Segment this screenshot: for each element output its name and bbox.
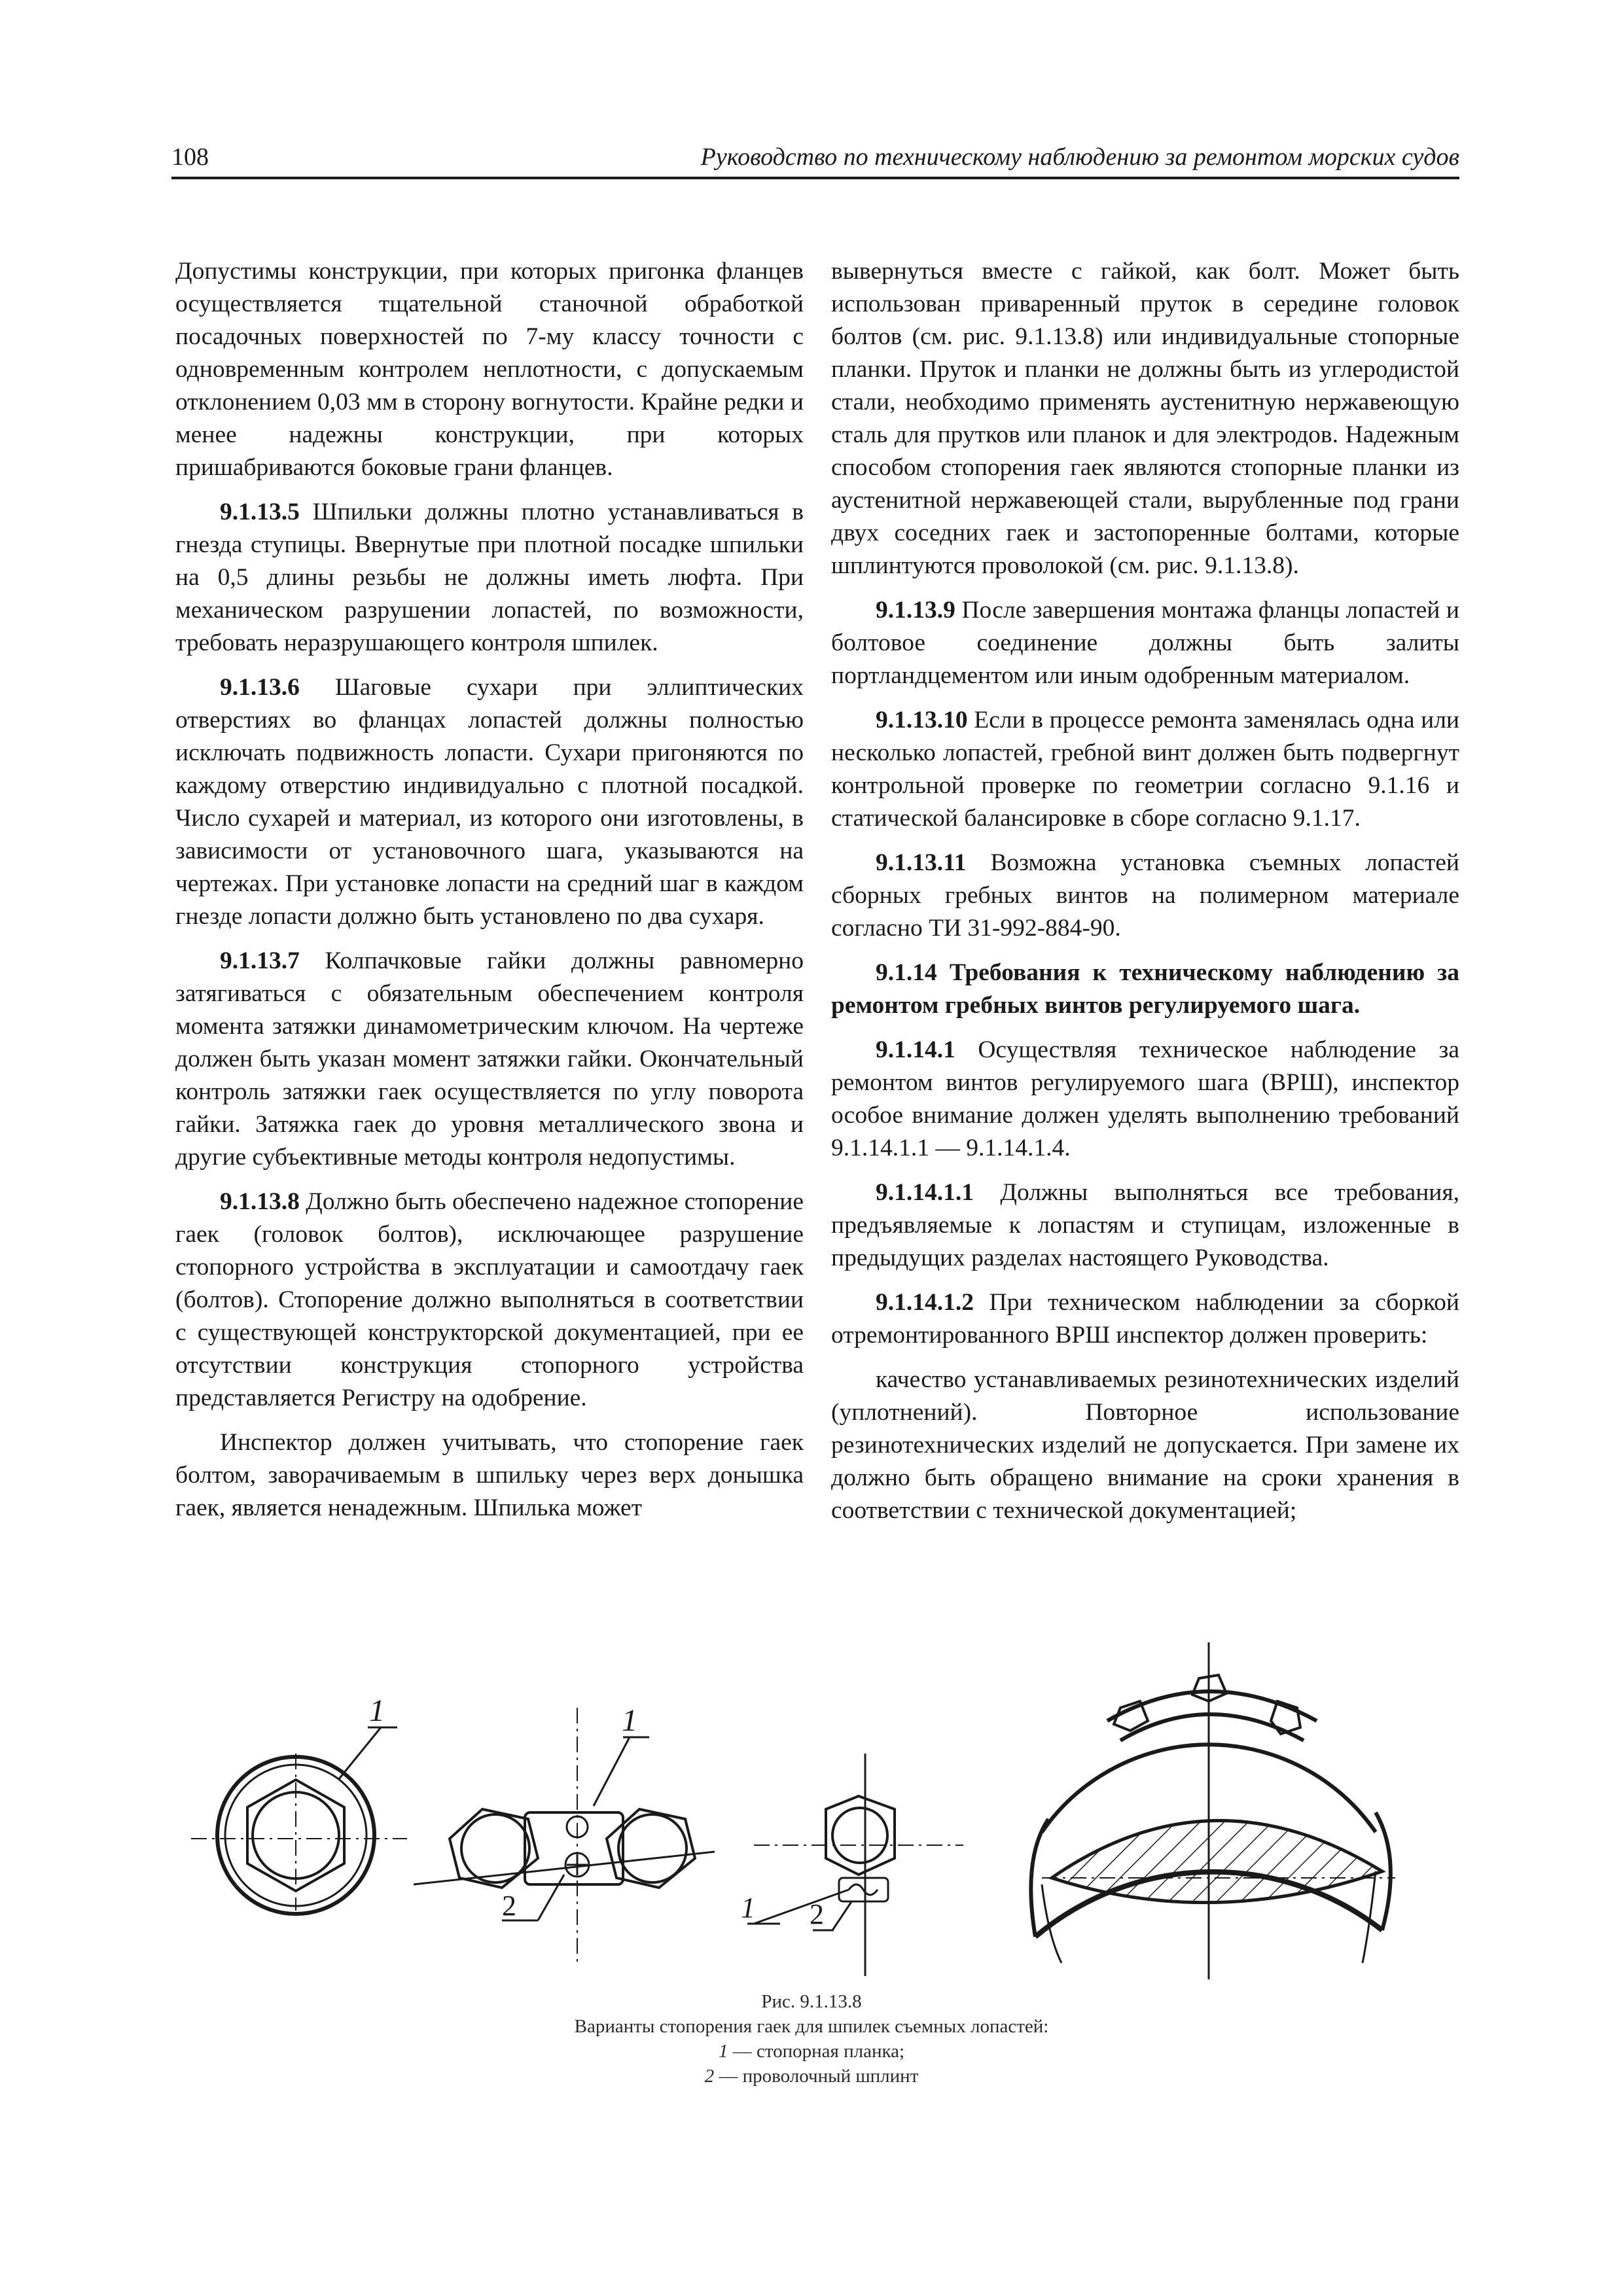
clause-number: 9.1.13.9	[876, 597, 955, 624]
left-column	[175, 255, 804, 1536]
label-1-variant-3: 1	[741, 1892, 755, 1924]
clause-number: 9.1.13.5	[220, 499, 300, 525]
clause-number: 9.1.13.8	[220, 1188, 300, 1215]
paragraph-9-1-14-1-2: 9.1.14.1.2 При техническом наблюдении за сборкой отремонтированного ВРШ инспектор должен проверить:	[831, 1289, 1459, 1349]
paragraph-9-1-13-8: 9.1.13.8 Должно быть обеспечено надежное стопорение гаек (головок болтов), исключающее разрушение стопорного устройства в эксплуатации и самоотдачу гаек (болтов). Стопорение должно выполняться в соответствии с существующей конструкторской документацией, при ее отсутствии конструкция стопорного устройства представляется Регистру на одобрение.	[175, 1188, 804, 1411]
paragraph-9-1-13-10: 9.1.13.10 Если в процессе ремонта заменялась одна или несколько лопастей, гребной винт должен быть подвергнут контрольной проверке по геометрии согласно 9.1.16 и статической балансировке в сборе согласно 9.1.17.	[831, 707, 1459, 832]
paragraph-9-1-13-6: 9.1.13.6 Шаговые сухари при эллиптических отверстиях во фланцах лопастей должны полностью исключать подвижность лопасти. Сухари пригоняются по каждому отверстию индивидуально с плотной посадкой. Число сухарей и материал, из которого они изготовлены, в зависимости от установочного шага, указываются на чертежах. При установке лопасти на средний шаг в каждом гнезде лопасти должно быть установлено по два сухаря.	[175, 674, 804, 930]
paragraph: вывернуться вместе с гайкой, как болт. Может быть использован приваренный пруток в середине головок болтов (см. рис. 9.1.13.8) или индивидуальные стопорные планки. Пруток и планки не должны быть из углеродистой стали, необходимо применять аустенитную нержавеющую сталь для прутков или планок и для электродов. Надежным способом стопорения гаек являются стопорные планки из аустенитной нержавеющей стали, вырубленные под грани двух соседних гаек и застопоренные болтами, которые шплинтуются проволокой (см. рис. 9.1.13.8).	[831, 258, 1459, 579]
caption-title: Рис. 9.1.13.8	[761, 1991, 862, 2012]
page-header	[171, 143, 1459, 182]
clause-number: 9.1.13.7	[220, 947, 300, 974]
running-title: Руководство по техническому наблюдению за ремонтом морских судов	[700, 143, 1459, 171]
variant-3-drawing	[747, 1754, 963, 1976]
paragraph-9-1-13-9: 9.1.13.9 После завершения монтажа фланцы лопастей и болтовое соединение должны быть залиты портландцементом или иным одобренным материалом.	[831, 597, 1459, 689]
paragraph-9-1-13-7: 9.1.13.7 Колпачковые гайки должны равномерно затягиваться с обязательным обеспечением контроля момента затяжки динамометрическим ключом. На чертеже должен быть указан момент затяжки гайки. Окончательный контроль затяжки гаек осуществляется по углу поворота гайки. Затяжка гаек до уровня металлического звона и другие субъективные методы контроля недопустимы.	[175, 947, 804, 1171]
label-1-variant-1: 1	[369, 1693, 385, 1728]
label-2-variant-3: 2	[810, 1898, 824, 1930]
paragraph: Допустимы конструкции, при которых пригонка фланцев осуществляется тщательной станочной обработкой посадочных поверхностей по 7-му классу точности с одновременным контролем неплотности, с допускаемым отклонением 0,03 мм в сторону вогнутости. Крайне редки и менее надежны конструкции, при которых пришабриваются боковые грани фланцев.	[175, 258, 804, 481]
paragraph: качество устанавливаемых резинотехнических изделий (уплотнений). Повторное использование резинотехнических изделий не допускается. При замене их должно быть обращено внимание на сроки хранения в соответствии с технической документацией;	[831, 1366, 1459, 1524]
page-number: 108	[171, 143, 209, 171]
caption-legend-2: 2 — проволочный шплинт	[704, 2066, 919, 2087]
paragraph-9-1-13-5: 9.1.13.5 Шпильки должны плотно устанавливаться в гнезда ступицы. Ввернутые при плотной посадке шпильки на 0,5 длины резьбы не должны иметь люфта. При механическом разрушении лопастей, по возможности, требовать неразрушающего контроля шпилек.	[175, 499, 804, 656]
label-2-variant-2: 2	[502, 1890, 516, 1922]
clause-number: 9.1.13.6	[220, 674, 300, 701]
clause-number: 9.1.14.1.2	[876, 1289, 974, 1316]
variant-4-drawing	[1031, 1642, 1395, 1979]
paragraph-9-1-13-11: 9.1.13.11 Возможна установка съемных лопастей сборных гребных винтов на полимерном материале согласно ТИ 31-992-884-90.	[831, 849, 1459, 942]
header-rule	[171, 177, 1459, 179]
technical-drawing	[171, 1623, 1459, 1989]
figure-9-1-13-8	[171, 1623, 1459, 1989]
label-1-variant-2: 1	[622, 1703, 637, 1738]
clause-number: 9.1.14.1.1	[876, 1179, 974, 1206]
paragraph-9-1-14-1: 9.1.14.1 Осуществляя техническое наблюдение за ремонтом винтов регулируемого шага (ВРШ), инспектор особое внимание должен уделять выполнению требований 9.1.14.1.1 — 9.1.14.1.4.	[831, 1036, 1459, 1161]
clause-number: 9.1.13.10	[876, 707, 968, 733]
caption-legend-1: 1 — стопорная планка;	[718, 2041, 905, 2062]
paragraph-9-1-14-1-1: 9.1.14.1.1 Должны выполняться все требования, предъявляемые к лопастям и ступицам, изложенные в предыдущих разделах настоящего Руководства.	[831, 1179, 1459, 1271]
variant-1-drawing	[191, 1727, 407, 1914]
paragraph: Инспектор должен учитывать, что стопорение гаек болтом, заворачиваемым в шпильку через верх донышка гаек, является ненадежным. Шпилька может	[175, 1429, 804, 1521]
clause-number: 9.1.13.11	[876, 849, 967, 876]
figure-caption	[419, 1989, 1204, 2089]
section-heading-9-1-14: 9.1.14 Требования к техническому наблюдению за ремонтом гребных винтов регулируемого шага.	[831, 959, 1459, 1019]
clause-number: 9.1.14.1	[876, 1036, 955, 1063]
right-column	[831, 255, 1459, 1539]
caption-text: Варианты стопорения гаек для шпилек съемных лопастей:	[574, 2016, 1049, 2037]
variant-2-drawing	[414, 1708, 715, 1963]
